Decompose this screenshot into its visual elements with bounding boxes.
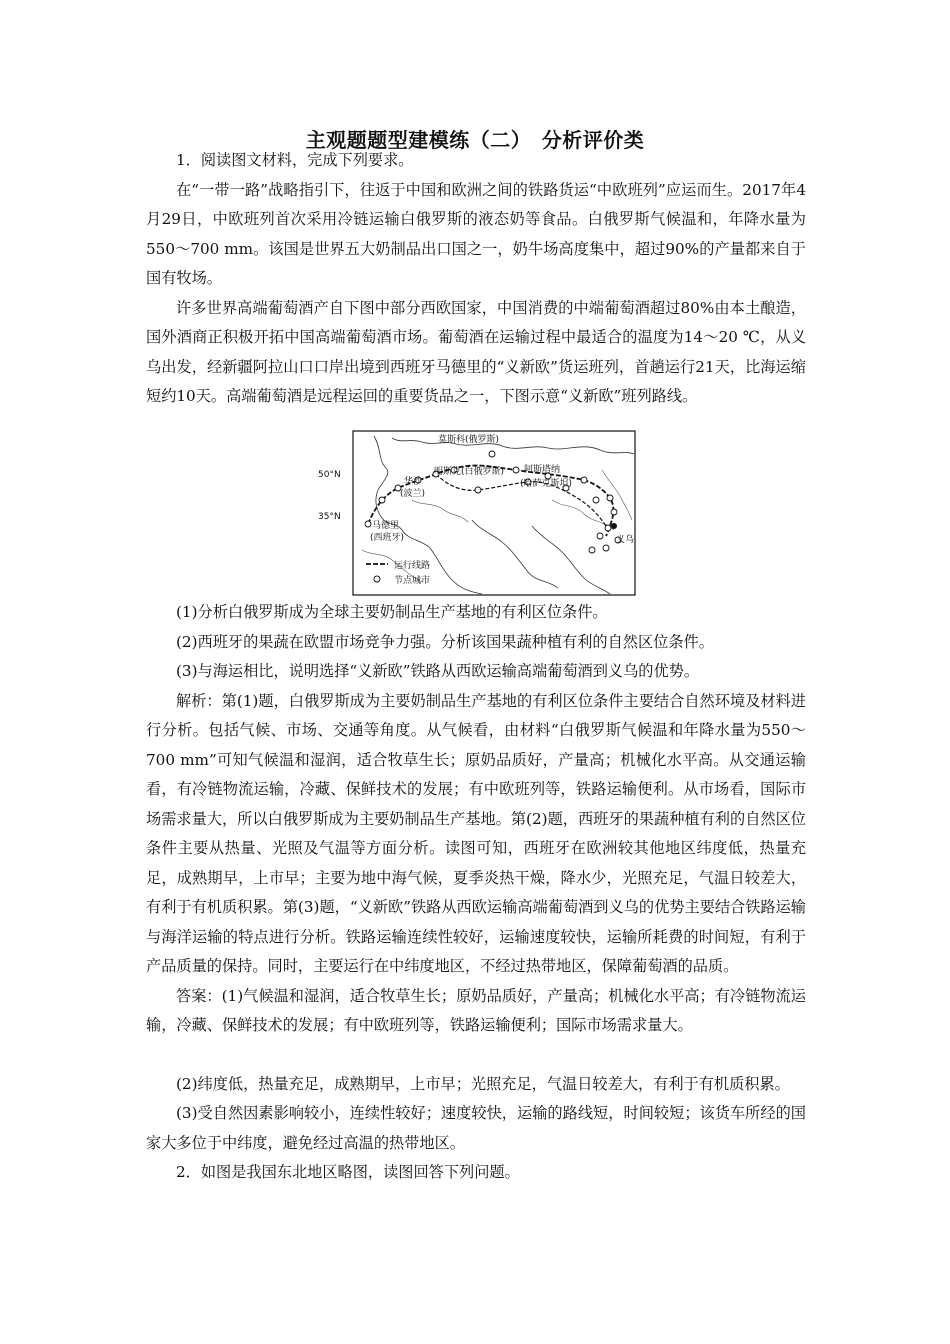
question-1-stem: 1．阅读图文材料，完成下列要求。 [176,151,414,169]
question-2-stem: 2．如图是我国东北地区略图，读图回答下列问题。 [176,1163,520,1181]
route-map-figure [352,430,636,596]
legend-route-label: 运行线路 [394,561,431,571]
latitude-50n: 50°N [318,470,341,480]
sub-question-3: (3)与海运相比，说明选择“义新欧”铁路从西欧运输高端葡萄酒到义乌的优势。 [176,662,700,680]
page-title: 主观题题型建模练（二） 分析评价类 [305,128,645,152]
label-spain: (西班牙) [370,533,405,543]
question-1-material [146,146,806,412]
answer-1: 答案：(1)气候温和湿润，适合牧草生长；原奶品质好，产量高；机械化水平高；有冷链物流运输，冷藏、保鲜技术的发展；有中欧班列等，铁路运输便利；国际市场需求量大。 [146,986,806,1034]
answer-3: (3)受自然因素影响较小，连续性较好；速度较快，运输的路线短，时间较短；该货车所经的国家大多位于中纬度，避免经过高温的热带地区。 [146,1104,806,1152]
answer-2: (2)纬度低，热量充足，成熟期早，上市早；光照充足，气温日较差大，有利于有机质积累。 [176,1074,790,1093]
label-poland: (波兰) [400,489,426,499]
blank-line [146,1041,806,1070]
material-paragraph-1: 在“一带一路”战略指引下，往返于中国和欧洲之间的铁路货运“中欧班列”应运而生。2017年4月29日，中欧班列首次采用冷链运输白俄罗斯的液态奶等食品。白俄罗斯气候温和，年降水量为550～700 mm。该国是世界五大奶制品出口国之一，奶牛场高度集中，超过90%的产量都来自于国有牧场。 [146,180,806,287]
label-warsaw: 华沙 [404,477,423,487]
sub-question-1: (1)分析白俄罗斯成为全球主要奶制品生产基地的有利区位条件。 [176,603,608,621]
label-yiwu: 义乌 [616,535,635,545]
legend-city-label: 节点城市 [394,576,431,586]
sub-question-2: (2)西班牙的果蔬在欧盟市场竞争力强。分析该国果蔬种植有利的自然区位条件。 [176,632,714,651]
label-kazakhstan: (哈萨克斯坦) [520,479,573,489]
label-moscow: 莫斯科(俄罗斯) [438,435,500,445]
label-madrid: 马德里 [372,521,400,531]
yixinou-route-map [352,430,636,596]
material-paragraph-2: 许多世界高端葡萄酒产自下图中部分西欧国家，中国消费的中端葡萄酒超过80%由本土酿造，国外酒商正积极开拓中国高端葡萄酒市场。葡萄酒在运输过程中最适合的温度为14～20 ℃，从义乌出发，经新疆阿拉山口口岸出境到西班牙马德里的“义新欧”货运班列，首趟运行21天，比海运缩短约10天。高端葡萄酒是远程运回的重要货品之一，下图示意“义新欧”班列路线。 [146,298,806,405]
question-1-tasks-and-answers [146,598,806,1188]
analysis-paragraph: 解析：第(1)题，白俄罗斯成为主要奶制品生产基地的有利区位条件主要结合自然环境及材料进行分析。包括气候、市场、交通等角度。从气候看，由材料“白俄罗斯气候温和年降水量为550～700 mm”可知气候温和湿润，适合牧草生长；原奶品质好，产量高；机械化水平高。从交通运输看，有冷链物流运输，冷藏、保鲜技术的发展；有中欧班列等，铁路运输便利。从市场看，国际市场需求量大，所以白俄罗斯成为主要奶制品生产基地。第(2)题，西班牙的果蔬种植有利的自然区位条件主要从热量、光照及气温等方面分析。读图可知，西班牙在欧洲较其他地区纬度低，热量充足，成熟期早，上市早；主要为地中海气候，夏季炎热干燥，降水少，光照充足，气温日较差大，有利于有机质积累。第(3)题，“义新欧”铁路从西欧运输高端葡萄酒到义乌的优势主要结合铁路运输与海洋运输的特点进行分析。铁路运输连续性较好，运输速度较快，运输所耗费的时间短，有利于产品质量的保持。同时，主要运行在中纬度地区，不经过热带地区，保障葡萄酒的品质。 [146,691,806,975]
label-minsk: 明斯克(白俄罗斯) [434,467,505,477]
latitude-35n: 35°N [318,512,341,522]
label-astana: 阿斯塔纳 [524,465,561,475]
